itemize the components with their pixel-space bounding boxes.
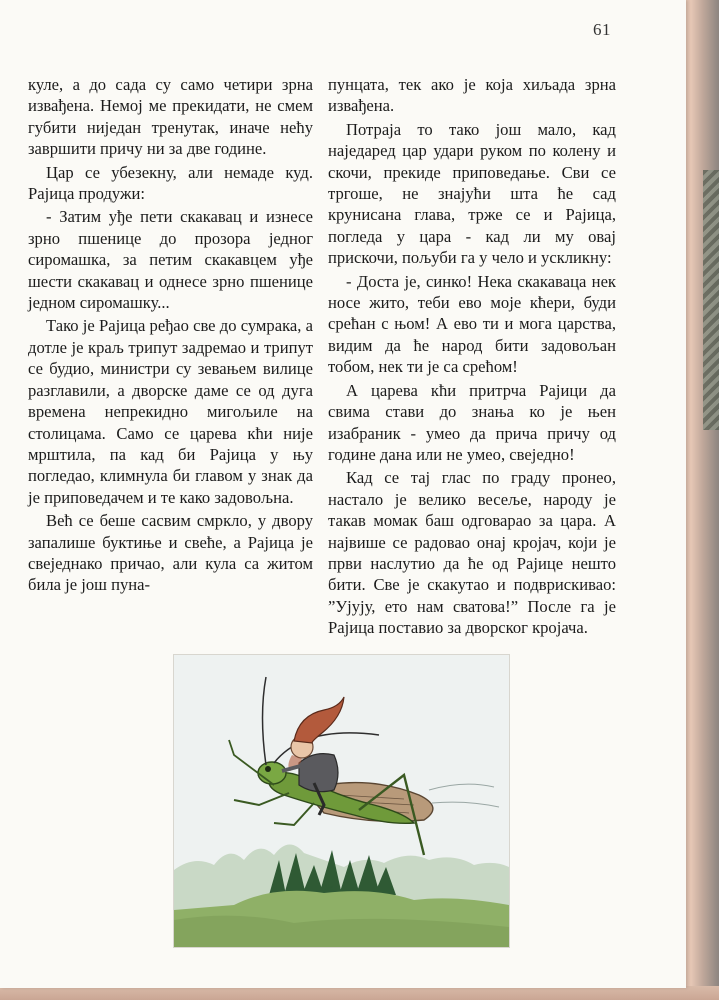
paragraph: Цар се убезекну, али немаде куд. Рајица продужи: <box>28 162 313 204</box>
grasshopper-eye <box>265 766 271 772</box>
artist-signature: Ne <box>324 883 333 892</box>
illustration-drawing <box>174 655 509 947</box>
page-number: 61 <box>593 20 611 39</box>
paragraph: - Затим уђе пети скакавац и изнесе зрно пшенице до прозора једног сиромашка, за петим скакавцем уђе шести скакавац и однесе зрно пшенице једном сиромашку... <box>28 207 313 313</box>
paragraph: Тако је Рајица ређао све до сумрака, а дотле је краљ трипут задремао и трипут се будио, министри су зевањем вилице разглавили, а дворске даме се од дуга времена непрекидно мигољиле на столицама. Само се царева кћи није мрштила, па кад би Рајица у њу погледао, климнула би главом у знак да је приповедачем и те како задовољна. <box>28 316 313 507</box>
text-column-right <box>328 74 616 641</box>
paragraph: Кад се тај глас по граду пронео, настало је велико весеље, народу је такав момак баш одговарао за цара. А највише се радовао онај кројач, који је први наслутио да ће од Рајице нешто бити. Све је скакутао и подврискивао: ”Ујују, ето нам сватова!” После га је Рајица поставио за дворског кројача. <box>328 468 616 638</box>
scan-background-bottom-edge <box>0 986 719 1000</box>
paragraph: - Доста је, синко! Нека скакаваца нек носе жито, теби ево моје кћери, буди срећан с њом! А ево ти и мога царства, видим да ће народ бити задовољан тобом, нек ти је са срећом! <box>328 271 616 377</box>
paragraph: куле, а до сада су само четири зрна извађена. Немој ме прекидати, не смем губити ниједан тренутак, иначе нећу завршити причу ни за две године. <box>28 75 313 159</box>
paragraph: пунцата, тек ако је која хиљада зрна извађена. <box>328 75 616 116</box>
grasshopper-head <box>258 762 286 784</box>
text-column-left <box>28 74 313 598</box>
paragraph: Већ се беше сасвим смркло, у двору запалише буктиње и свеће, а Рајица је свеједнако причао, али кула са житом била је још пуна- <box>28 511 313 595</box>
grasshopper-rider-illustration <box>173 654 510 948</box>
paragraph: А царева кћи притрча Рајици да свима стави до знања ко је њен изабраник - умео да прича причу од године дана или не умео, свеједно! <box>328 380 616 464</box>
paragraph: Потраја то тако још мало, кад наједаред цар удари руком по колену и скочи, прекиде приповедање. Сви се тргоше, не знајући шта ће сад крунисана глава, трже се и Рајица, погледа у цара - кад ли му овај прискочи, пољуби га у чело и ускликну: <box>328 119 616 268</box>
rider-body <box>299 754 338 792</box>
